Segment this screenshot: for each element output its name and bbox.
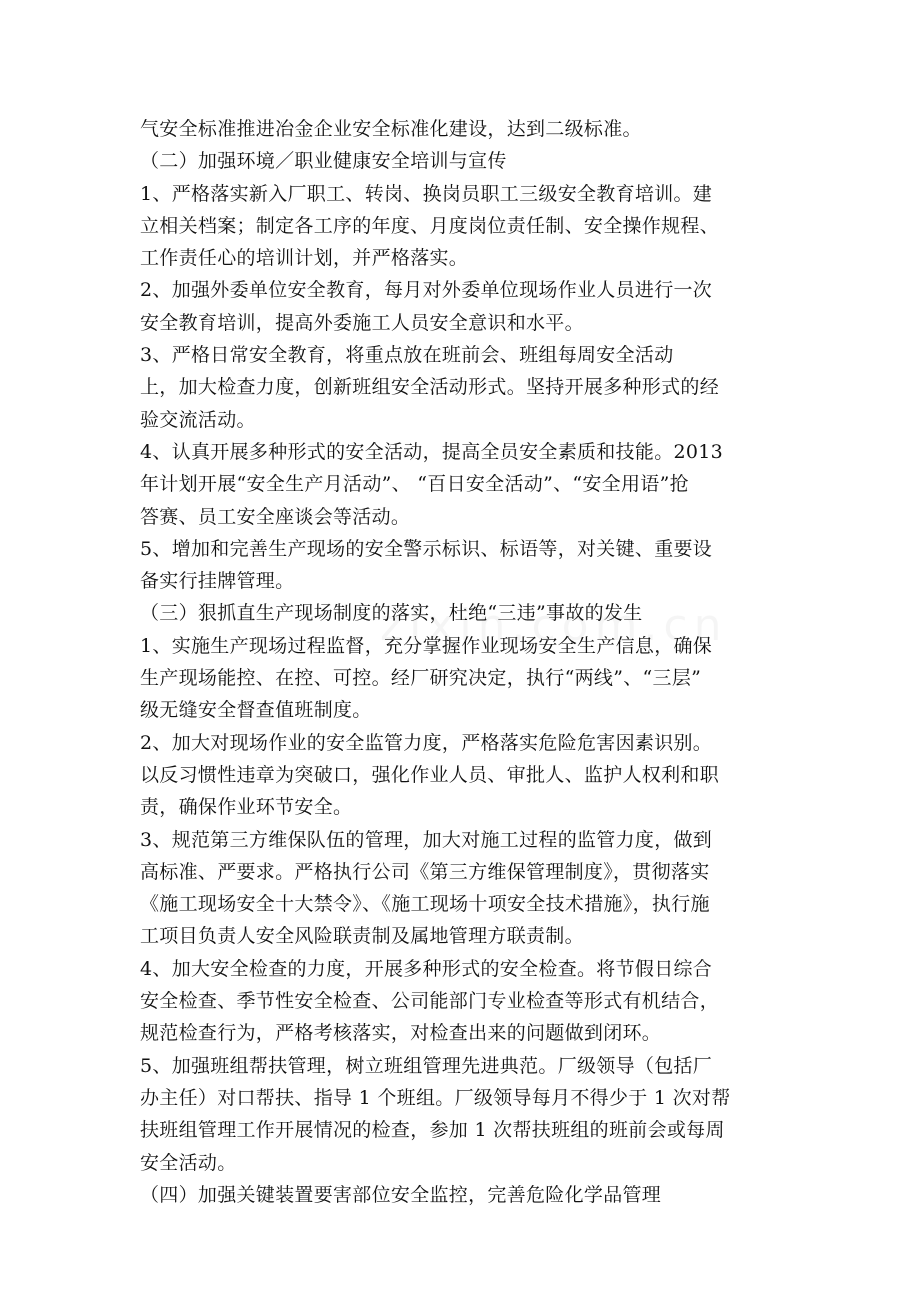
text-line: 安全教育培训，提高外委施工人员安全意识和水平。 [140, 311, 584, 334]
text-line: 《施工现场安全十大禁令》、《施工现场十项安全技术措施》，执行施 [140, 893, 710, 916]
text-line: 4、加大安全检查的力度，开展多种形式的安全检查。将节假日综合 [140, 957, 713, 980]
text-line: 3、严格日常安全教育，将重点放在班前会、班组每周安全活动 [140, 344, 674, 367]
text-line: 年计划开展“安全生产月活动”、 “百日安全活动”、“安全用语”抢 [140, 473, 689, 496]
text-line: 级无缝安全督查值班制度。 [140, 699, 372, 722]
text-line: 安全活动。 [140, 1151, 237, 1174]
text-line: 安全检查、季节性安全检查、公司能部门专业检查等形式有机结合， [140, 990, 720, 1013]
section-heading: （三）狠抓直生产现场制度的落实，杜绝“三违”事故的发生 [140, 602, 643, 625]
text-line: 办主任）对口帮扶、指导 1 个班组。厂级领导每月不得少于 1 次对帮 [140, 1086, 731, 1109]
text-line: 5、增加和完善生产现场的安全警示标识、标语等，对关键、重要设 [140, 537, 713, 560]
text-line: 气安全标准推进冶金企业安全标准化建设，达到二级标准。 [140, 118, 642, 140]
text-line: 5、加强班组帮扶管理，树立班组管理先进典范。厂级领导（包括厂 [140, 1054, 713, 1077]
text-line: 验交流活动。 [140, 408, 256, 431]
text-line: 3、规范第三方维保队伍的管理，加大对施工过程的监管力度，做到 [140, 828, 713, 851]
text-line: 上，加大检查力度，创新班组安全活动形式。坚持开展多种形式的经 [140, 376, 720, 399]
text-line: 工项目负责人安全风险联责制及属地管理方联责制。 [140, 925, 584, 948]
text-line: 工作责任心的培训计划，并严格落实。 [140, 247, 469, 270]
text-line: 责，确保作业环节安全。 [140, 796, 353, 819]
document-body [140, 113, 790, 1211]
text-line: 答赛、员工安全座谈会等活动。 [140, 505, 411, 528]
text-line: 以反习惯性违章为突破口，强化作业人员、审批人、监护人权利和职 [140, 763, 720, 786]
text-line: 1、实施生产现场过程监督，充分掌握作业现场安全生产信息，确保 [140, 634, 713, 657]
section-heading: （四）加强关键装置要害部位安全监控，完善危险化学品管理 [140, 1183, 662, 1206]
text-line: 扶班组管理工作开展情况的检查，参加 1 次帮扶班组的班前会或每周 [140, 1119, 725, 1142]
text-line: 2、加大对现场作业的安全监管力度，严格落实危险危害因素识别。 [140, 731, 713, 754]
section-heading: （二）加强环境／职业健康安全培训与宣传 [140, 150, 507, 173]
text-line: 4、认真开展多种形式的安全活动，提高全员安全素质和技能。2013 [140, 440, 724, 463]
text-line: 高标准、严要求。严格执行公司《第三方维保管理制度》，贯彻落实 [140, 860, 710, 883]
text-line: 1、严格落实新入厂职工、转岗、换岗员职工三级安全教育培训。建 [140, 182, 713, 205]
text-line: 2、加强外委单位安全教育，每月对外委单位现场作业人员进行一次 [140, 279, 713, 302]
text-line: 立相关档案；制定各工序的年度、月度岗位责任制、安全操作规程、 [140, 214, 720, 237]
text-line: 规范检查行为，严格考核落实，对检查出来的问题做到闭环。 [140, 1022, 662, 1045]
text-line: 生产现场能控、在控、可控。经厂研究决定，执行“两线”、“三层” [140, 667, 702, 690]
text-line: 备实行挂牌管理。 [140, 570, 295, 593]
